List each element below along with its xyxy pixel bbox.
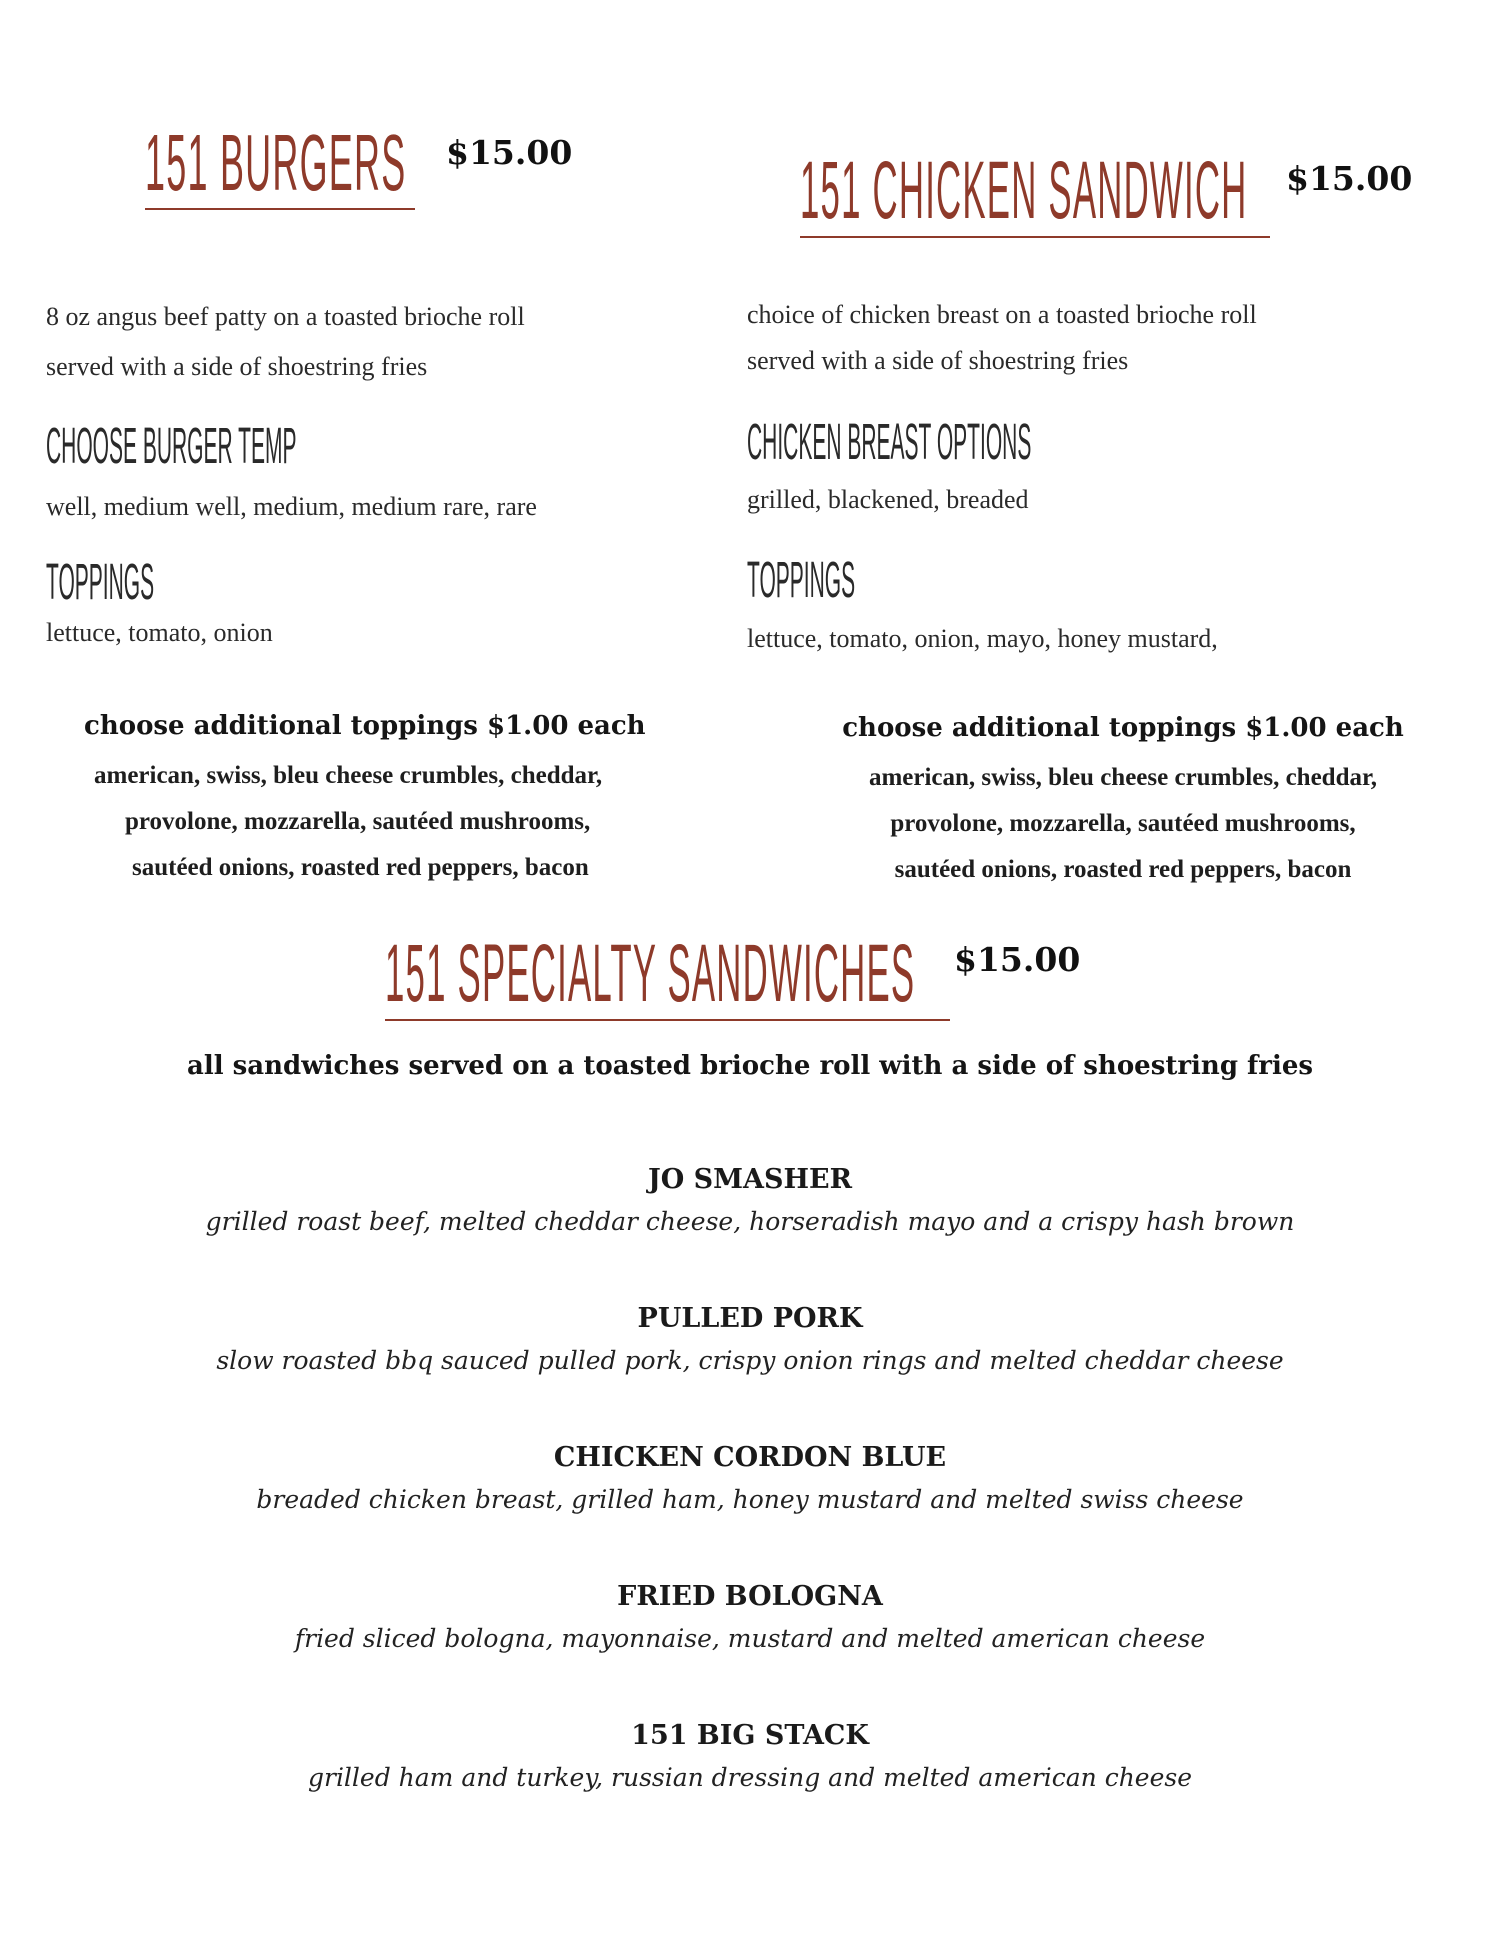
chicken-addons-line-2: provolone, mozzarella, sautéed mushrooms,: [890, 810, 1356, 837]
specialty-item-description: grilled roast beef, melted cheddar cheese, horseradish mayo and a crispy hash brown: [205, 1207, 1295, 1236]
burger-addons-line-2: provolone, mozzarella, sautéed mushrooms,: [125, 808, 591, 835]
burger-addons-line-1: american, swiss, bleu cheese crumbles, cheddar,: [94, 762, 603, 789]
specialty-item-name: 151 BIG STACK: [631, 1720, 869, 1751]
chicken-description-line-1: choice of chicken breast on a toasted brioche roll: [747, 300, 1257, 329]
chicken-toppings-heading: [747, 552, 927, 609]
burgers-title-text: 151 BURGERS: [145, 118, 407, 209]
chicken-addons-line-1: american, swiss, bleu cheese crumbles, cheddar,: [868, 764, 1378, 791]
burgers-description-line-1: 8 oz angus beef patty on a toasted brioche roll: [46, 302, 525, 331]
burger-addons: [44, 713, 734, 891]
specialty-title-text: 151 SPECIALTY SANDWICHES: [385, 928, 916, 1020]
chicken-toppings-list: lettuce, tomato, onion, mayo, honey mustard,: [747, 624, 1218, 653]
specialty-item-description: breaded chicken breast, grilled ham, honey mustard and melted swiss cheese: [256, 1485, 1244, 1514]
specialty-item-name: JO SMASHER: [647, 1164, 853, 1195]
specialty-item-description: grilled ham and turkey, russian dressing and melted american cheese: [307, 1763, 1193, 1792]
specialty-item: [0, 1583, 1500, 1651]
specialty-item-name: FRIED BOLOGNA: [617, 1581, 883, 1612]
burger-temp-heading-text: CHOOSE BURGER TEMP: [46, 418, 297, 475]
chicken-options-list: grilled, blackened, breaded: [747, 485, 1029, 514]
specialty-title: [385, 928, 950, 1021]
chicken-description-line-2: served with a side of shoestring fries: [747, 346, 1129, 375]
specialty-price: $15.00: [954, 940, 1081, 979]
chicken-addons-line-3: sautéed onions, roasted red peppers, bacon: [894, 856, 1352, 883]
chicken-title: [800, 145, 1270, 238]
burgers-description-line-2: served with a side of shoestring fries: [46, 352, 428, 381]
specialty-item: [0, 1305, 1500, 1373]
burger-addons-line-3: sautéed onions, roasted red peppers, bacon: [132, 854, 589, 881]
specialty-item: [0, 1166, 1500, 1234]
chicken-title-text: 151 CHICKEN SANDWICH: [800, 145, 1248, 237]
chicken-toppings-heading-text: TOPPINGS: [747, 552, 856, 609]
specialty-item: [0, 1444, 1500, 1512]
burger-addons-heading: choose additional toppings $1.00 each: [84, 711, 646, 741]
burger-toppings-heading: [46, 554, 226, 611]
burgers-price: $15.00: [446, 133, 573, 172]
specialty-subtitle: all sandwiches served on a toasted brioche roll with a side of shoestring fries: [187, 1051, 1313, 1081]
specialty-item-name: CHICKEN CORDON BLUE: [553, 1442, 947, 1473]
chicken-addons: [768, 715, 1478, 893]
chicken-addons-heading: choose additional toppings $1.00 each: [842, 713, 1404, 743]
burger-temp-options: well, medium well, medium, medium rare, rare: [46, 492, 537, 521]
chicken-options-heading: [747, 414, 1221, 471]
specialty-item: [0, 1722, 1500, 1790]
specialty-item-description: fried sliced bologna, mayonnaise, mustard and melted american cheese: [294, 1624, 1206, 1653]
specialty-item-name: PULLED PORK: [637, 1303, 863, 1334]
specialty-item-description: slow roasted bbq sauced pulled pork, crispy onion rings and melted cheddar cheese: [216, 1346, 1284, 1375]
burger-temp-heading: [46, 418, 463, 475]
burger-toppings-heading-text: TOPPINGS: [46, 554, 155, 611]
burger-toppings-list: lettuce, tomato, onion: [46, 618, 273, 647]
burgers-title: [145, 118, 415, 210]
chicken-options-heading-text: CHICKEN BREAST OPTIONS: [747, 414, 1032, 471]
chicken-price: $15.00: [1286, 159, 1413, 198]
